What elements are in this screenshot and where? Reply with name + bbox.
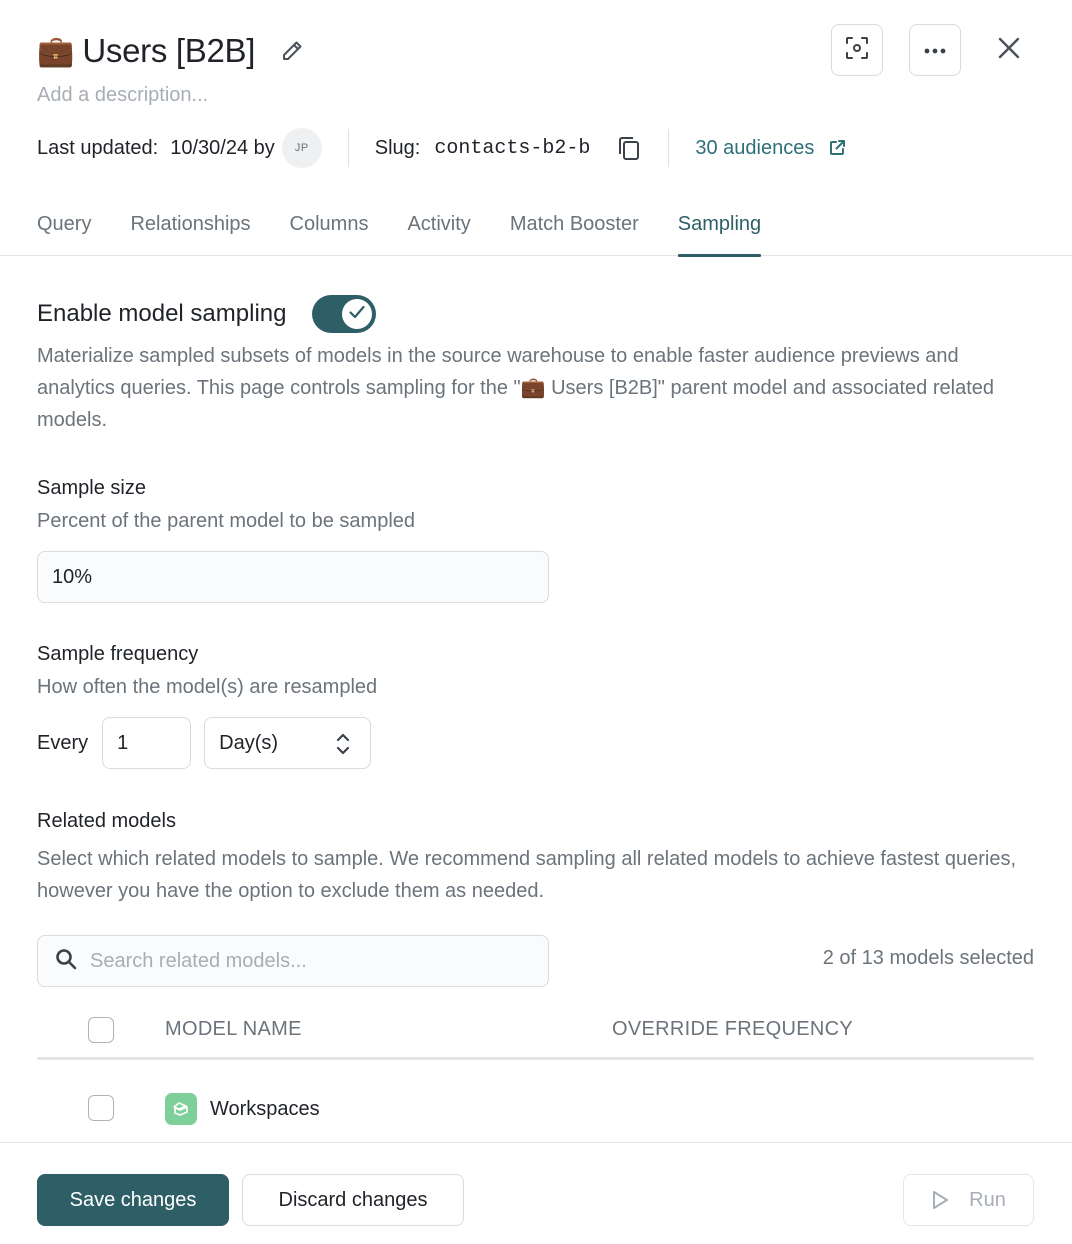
header [37,24,1035,78]
divider [348,129,349,167]
table-header [37,1002,1034,1060]
sampling-description: Materialize sampled subsets of models in the source warehouse to enable faster audience previews and analytics queries. This page controls sampling for the "💼 Users [B2B]" parent model and associated related models. [37,345,995,431]
run-button[interactable] [903,1174,1034,1226]
frequency-number-input[interactable]: 1 [102,717,191,769]
frequency-unit-select[interactable] [204,717,371,769]
audiences-link-label: 30 audiences [695,136,815,159]
related-models-table [37,1002,1034,1140]
cube-stack-icon [165,1093,197,1125]
tab-query[interactable]: Query [37,213,92,235]
sample-size-label: Sample size [37,477,146,499]
close-button[interactable] [983,24,1035,76]
slug-value: contacts-b2-b [434,136,591,160]
audiences-link[interactable] [695,137,846,160]
model-name: Workspaces [210,1098,320,1120]
row-checkbox[interactable] [88,1095,114,1121]
frequency-row [37,717,371,769]
check-icon [347,302,367,327]
sample-size-input[interactable]: 10% [37,551,549,603]
every-label: Every [37,731,89,754]
copy-icon[interactable] [616,135,642,161]
sample-size-help: Percent of the parent model to be sampled [37,510,416,532]
discard-changes-button[interactable]: Discard changes [242,1174,464,1226]
enable-sampling-row [37,294,1035,334]
tab-match-booster[interactable]: Match Booster [509,213,639,235]
tab-bar [0,200,1072,256]
avatar[interactable]: JP [282,128,322,168]
table-row[interactable] [37,1060,1034,1140]
sample-frequency-section [37,643,1035,699]
fullscreen-button[interactable] [831,24,883,76]
enable-sampling-toggle[interactable] [312,295,376,333]
related-models-label: Related models [37,810,176,832]
briefcase-icon: 💼 [37,33,75,69]
save-changes-button[interactable]: Save changes [37,1174,229,1226]
tab-list [37,200,800,256]
last-updated-value: 10/30/24 by [170,136,275,159]
tab-relationships[interactable]: Relationships [130,213,251,235]
toggle-knob [342,299,372,329]
page-title: Users [B2B] [82,32,256,69]
more-options-button[interactable] [909,24,961,76]
sample-size-section [37,477,1035,533]
last-updated-label: Last updated: [37,136,159,159]
meta-row [37,128,846,168]
column-model-name: MODEL NAME [165,1018,302,1040]
run-label: Run [969,1188,1006,1211]
tab-sampling[interactable]: Sampling [678,200,761,256]
related-models-help: Select which related models to sample. We recommend sampling all related models to achieve fastest queries, however you have the option to exclude them as needed. [37,848,1016,902]
sample-frequency-label: Sample frequency [37,643,199,665]
frequency-unit-value: Day(s) [219,731,279,754]
search-icon [54,947,78,976]
play-icon [931,1190,949,1210]
footer [0,1142,1072,1244]
tab-columns[interactable]: Columns [289,213,369,235]
tab-activity[interactable]: Activity [407,213,471,235]
ellipsis-icon [924,41,946,59]
divider [668,129,669,167]
slug-label: Slug: [374,136,421,159]
related-models-section [37,810,1035,907]
search-related-models[interactable] [37,935,549,987]
selected-count: 2 of 13 models selected [822,947,1034,969]
description-field[interactable]: Add a description... [37,84,209,106]
search-input[interactable] [90,950,510,973]
sample-frequency-help: How often the model(s) are resampled [37,676,378,698]
focus-frame-icon [844,35,870,66]
enable-sampling-title: Enable model sampling [37,300,287,327]
select-all-checkbox[interactable] [88,1017,114,1043]
column-override-frequency: OVERRIDE FREQUENCY [612,1018,853,1040]
chevron-up-down-icon [336,731,350,763]
pencil-icon[interactable] [279,38,305,64]
external-link-icon [828,139,846,157]
close-icon [997,36,1021,65]
top-actions [805,24,1035,76]
